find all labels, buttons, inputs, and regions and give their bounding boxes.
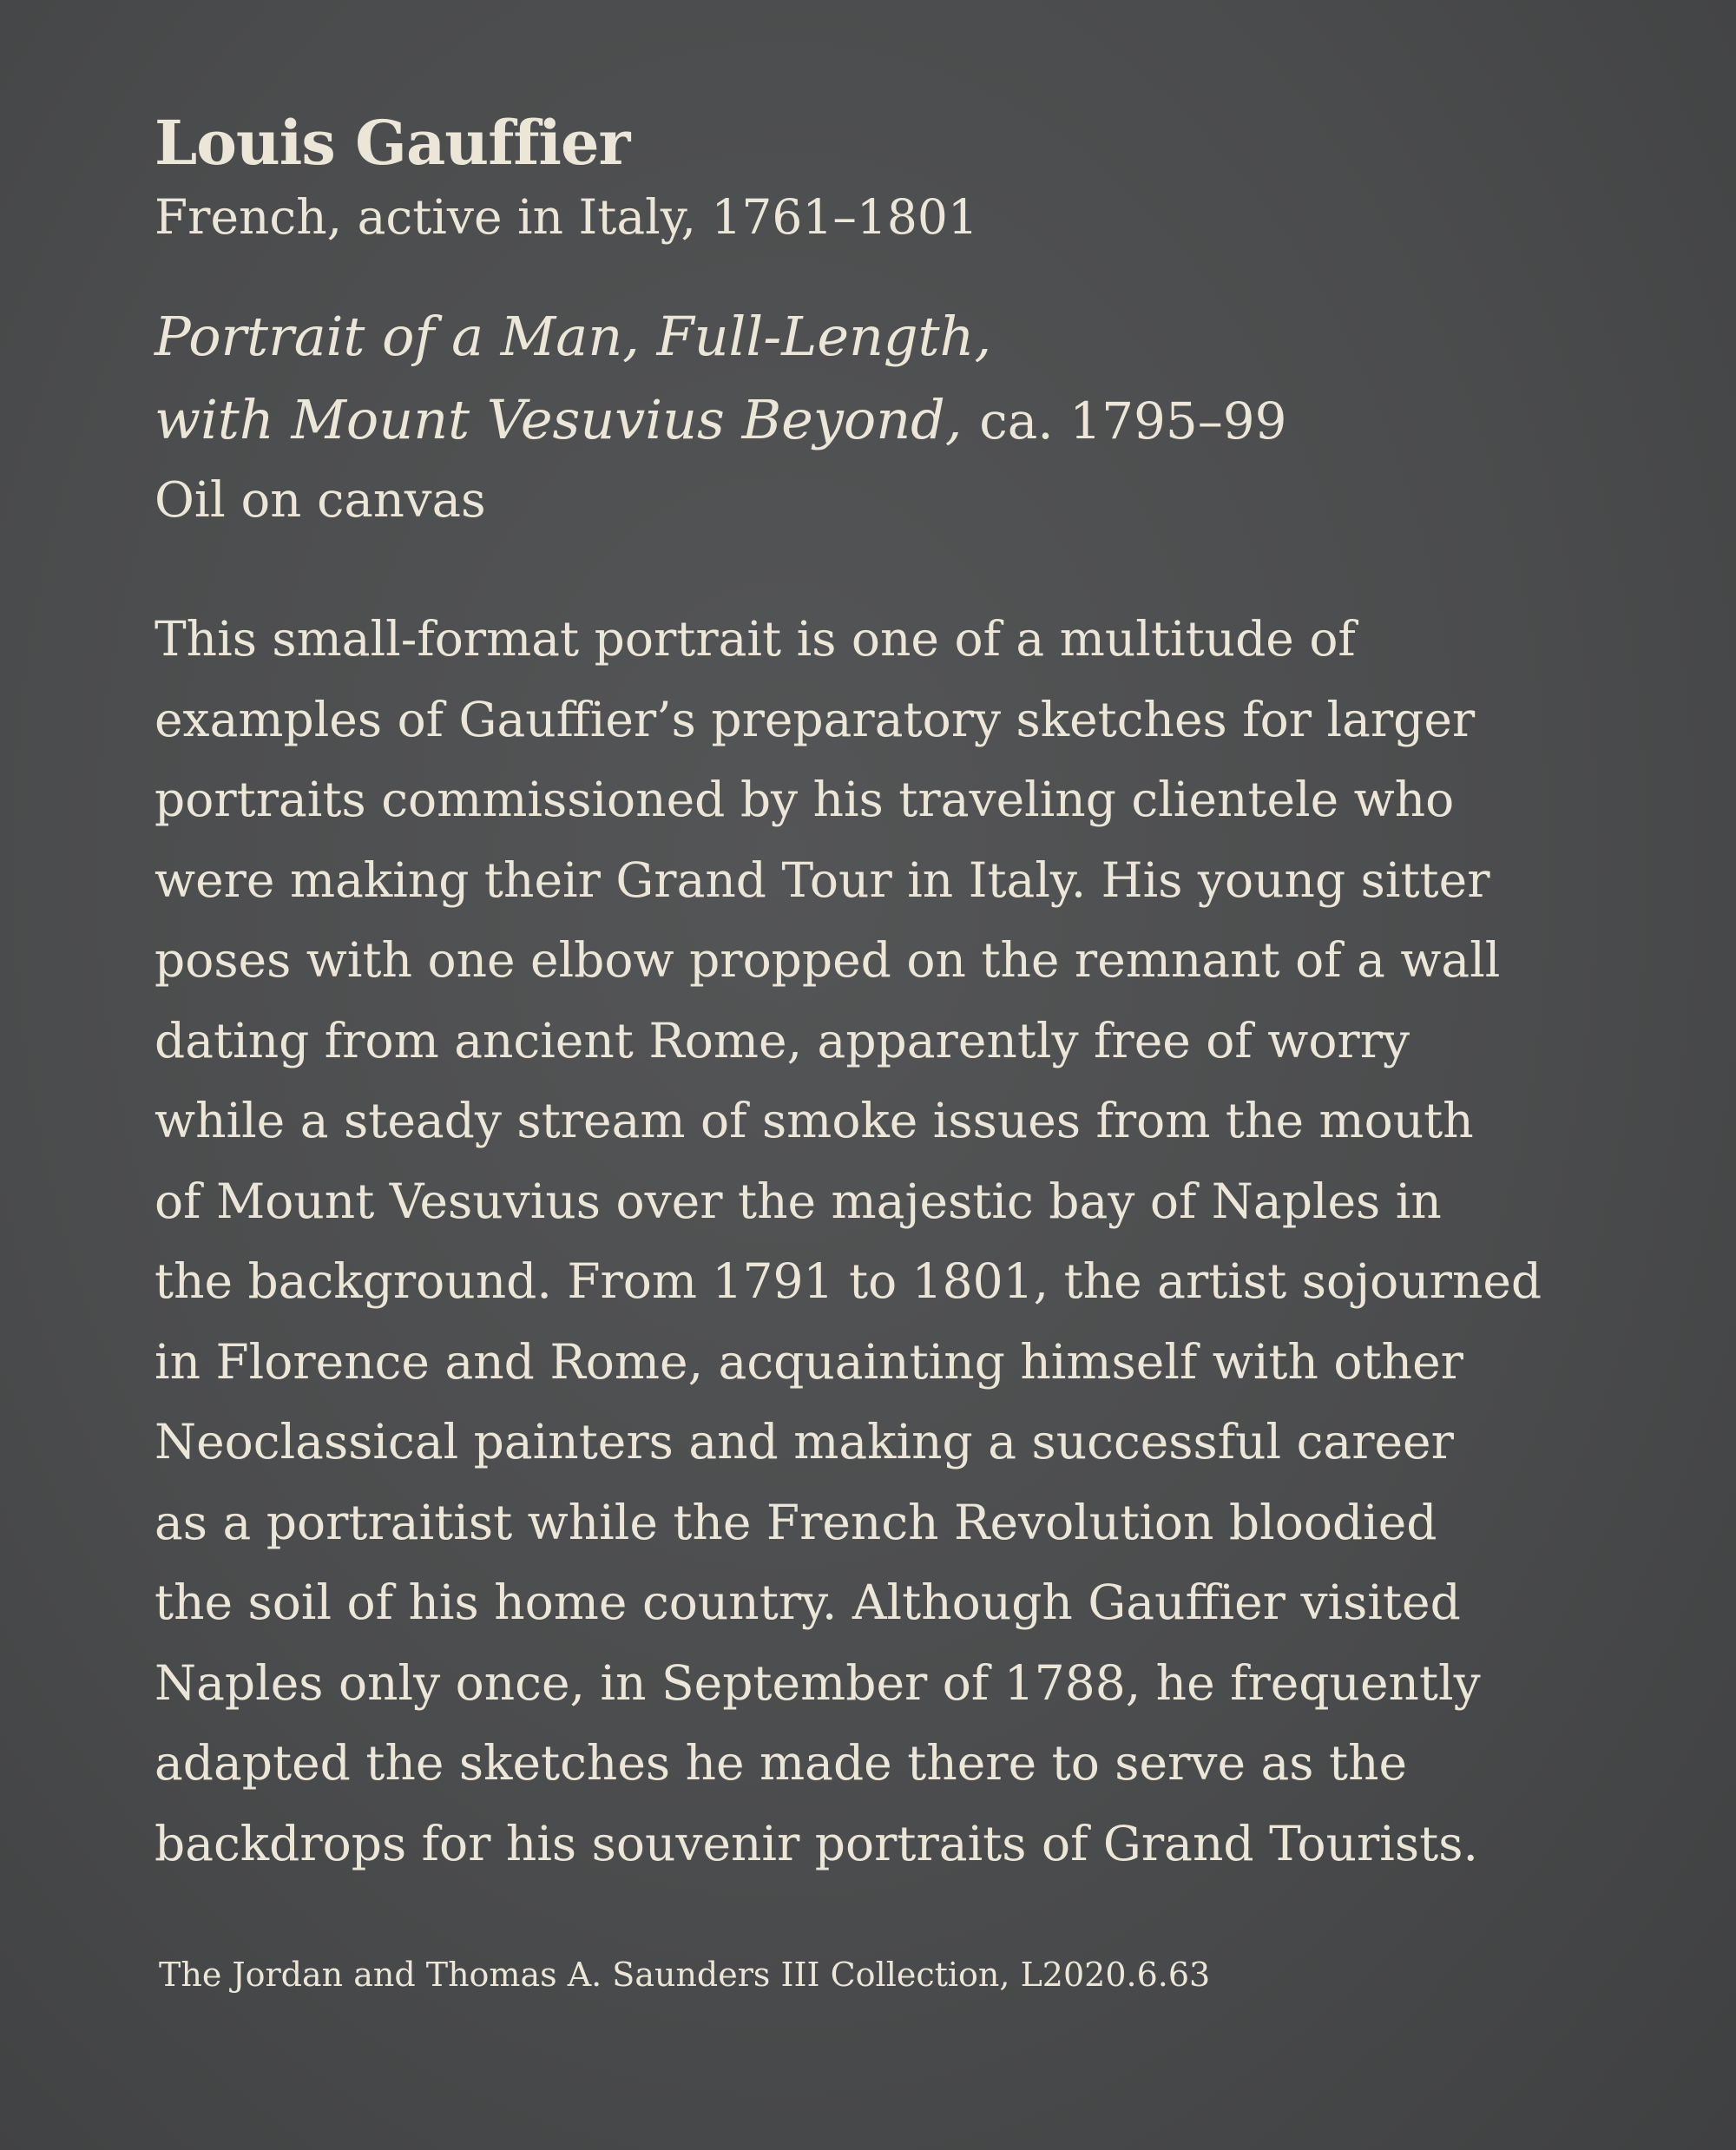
artwork-title-line-2: with Mount Vesuvius Beyond, [155,388,963,451]
description-line: dating from ancient Rome, apparently free of worry [155,1012,1410,1068]
description-line: of Mount Vesuvius over the majestic bay of Naples in [155,1173,1442,1229]
description-line: while a steady stream of smoke issues from the mouth [155,1093,1474,1148]
artist-name: Louis Gauffier [155,107,630,179]
description-line: This small-format portrait is one of a multitude of [155,611,1356,667]
description-line: portraits commissioned by his traveling clientele who [155,772,1455,827]
description-line: Naples only once, in September of 1788, he frequently [155,1654,1481,1711]
description-line: Neoclassical painters and making a successful career [155,1414,1454,1469]
artwork-title-block [155,295,1287,463]
description-line: the background. From 1791 to 1801, the artist sojourned [155,1253,1542,1309]
description-line: backdrops for his souvenir portraits of Grand Tourists. [155,1815,1478,1871]
description-line: in Florence and Rome, acquainting himself with other [155,1333,1463,1390]
description-line: examples of Gauffier’s preparatory sketches for larger [155,691,1476,747]
artwork-medium: Oil on canvas [155,472,486,529]
description-line: were making their Grand Tour in Italy. His young sitter [155,851,1490,908]
description-line: adapted the sketches he made there to serve as the [155,1735,1408,1791]
description-line: as a portraitist while the French Revolution bloodied [155,1494,1437,1550]
artwork-date: ca. 1795–99 [979,391,1287,450]
credit-line: The Jordan and Thomas A. Saunders III Collection, L2020.6.63 [159,1956,1211,1994]
artist-nationality-dates: French, active in Italy, 1761–1801 [155,189,978,245]
description-line: poses with one elbow propped on the remnant of a wall [155,932,1501,988]
artwork-title-line-1: Portrait of a Man, Full-Length, [155,305,992,368]
label-description [155,599,1542,1884]
description-line: the soil of his home country. Although Gauffier visited [155,1575,1461,1630]
